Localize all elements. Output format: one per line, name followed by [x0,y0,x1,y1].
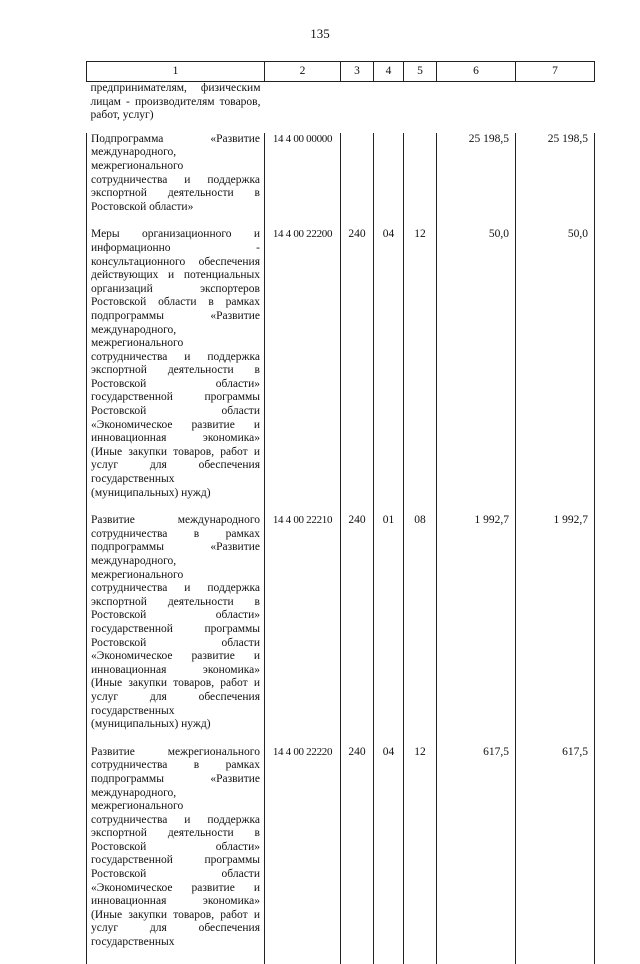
table-row [87,82,595,133]
row-sum2: 617,5 [516,746,595,964]
row-vr: 240 [341,514,374,746]
row-pr: 08 [404,514,437,746]
table-row [87,746,595,964]
row-code [265,82,341,133]
row-code: 14 4 00 00000 [265,133,341,229]
row-name: предпринимателям, физическим лицам - производителям товаров, работ, услуг) [90,82,261,122]
row-pr: 12 [404,228,437,514]
row-rz [374,133,404,229]
row-name: Развитие международного сотрудничества в рамках подпрограммы «Развитие международного, межрегионального сотрудничества и поддержка экспортной деятельности в Ростовской области» государственной программы Ростовской области «Экономическое развитие и инновационная экономика» (Иные закупки товаров, работ и услуг для обеспечения государственных (муниципальных) нужд) [87,514,265,746]
header-cell-code: 2 [265,62,341,82]
row-code: 14 4 00 22200 [265,228,341,514]
header-row [87,62,595,82]
row-sum2 [516,82,595,133]
row-code: 14 4 00 22210 [265,514,341,746]
row-pr: 12 [404,746,437,964]
row-name: Меры организационного и информационно - консультационного обеспечения действующих и потенциальных организаций экспортеров Ростовской области в рамках подпрограммы «Развитие международного, межрегионального сотрудничества и поддержка экспортной деятельности в Ростовской области» государственной программы Ростовской области «Экономическое развитие и инновационная экономика» (Иные закупки товаров, работ и услуг для обеспечения государственных (муниципальных) нужд) [87,228,265,514]
row-name: Развитие межрегионального сотрудничества в рамках подпрограммы «Развитие международного, межрегионального сотрудничества и поддержка экспортной деятельности в Ростовской области» государственной программы Ростовской области «Экономическое развитие и инновационная экономика» (Иные закупки товаров, работ и услуг для обеспечения государственных [87,746,265,964]
row-sum1 [437,82,516,133]
row-code: 14 4 00 22220 [265,746,341,964]
header-cell-rz: 4 [374,62,404,82]
budget-table [86,61,595,964]
row-vr: 240 [341,746,374,964]
table-row [87,514,595,746]
row-sum2: 50,0 [516,228,595,514]
row-name: Подпрограмма «Развитие международного, межрегионального сотрудничества и поддержка экспортной деятельности в Ростовской области» [87,133,265,229]
page-number: 135 [310,26,330,41]
row-pr [404,82,437,133]
header-cell-vr: 3 [341,62,374,82]
row-vr [341,133,374,229]
header-cell-name: 1 [87,62,265,82]
row-vr [341,82,374,133]
row-rz: 01 [374,514,404,746]
row-sum1: 25 198,5 [437,133,516,229]
header-cell-sum2: 7 [516,62,595,82]
row-sum1: 50,0 [437,228,516,514]
table-row [87,133,595,229]
table-row [87,228,595,514]
header-cell-pr: 5 [404,62,437,82]
header-cell-sum1: 6 [437,62,516,82]
row-rz: 04 [374,228,404,514]
row-sum1: 1 992,7 [437,514,516,746]
row-vr: 240 [341,228,374,514]
row-sum1: 617,5 [437,746,516,964]
row-sum2: 1 992,7 [516,514,595,746]
row-sum2: 25 198,5 [516,133,595,229]
row-rz [374,82,404,133]
row-rz: 04 [374,746,404,964]
row-pr [404,133,437,229]
